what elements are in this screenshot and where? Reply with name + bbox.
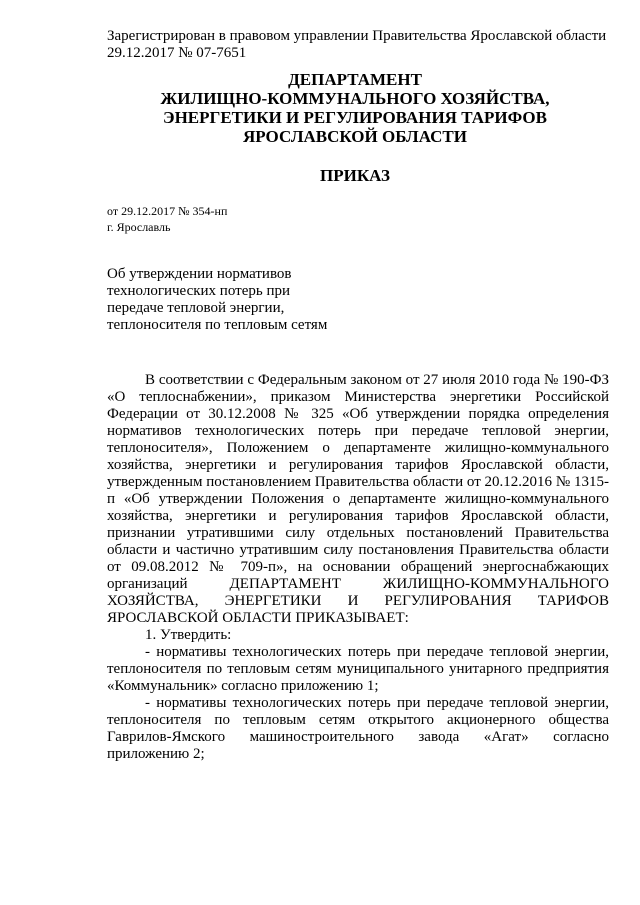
order-meta <box>107 203 227 235</box>
registration-note <box>107 28 606 62</box>
department-line: ЖИЛИЩНО-КОММУНАЛЬНОГО ХОЗЯЙСТВА, <box>160 89 550 108</box>
order-city: г. Ярославль <box>107 220 171 234</box>
registration-number: 29.12.2017 № 07-7651 <box>107 45 247 61</box>
order-item: 1. Утвердить: <box>145 627 232 643</box>
subject-line: передаче тепловой энергии, <box>107 300 285 316</box>
subject-line: технологических потерь при <box>107 283 290 299</box>
department-line: ЯРОСЛАВСКОЙ ОБЛАСТИ <box>243 127 467 146</box>
order-date-number: от 29.12.2017 № 354-нп <box>107 204 228 218</box>
department-line: ЭНЕРГЕТИКИ И РЕГУЛИРОВАНИЯ ТАРИФОВ <box>163 108 547 127</box>
department-heading <box>100 70 610 146</box>
order-body <box>107 372 609 763</box>
subject-line: теплоносителя по тепловым сетям <box>107 317 328 333</box>
preamble-paragraph: В соответствии с Федеральным законом от 27 июля 2010 года № 190-ФЗ «О теплоснабжении», приказом Министерства энергетики Российской Федерации от 30.12.2008 № 325 «Об утверждении порядка определения нормативов технологических потерь при передаче тепловой энергии, теплоносителя», Положением о департаменте жилищно-коммунального хозяйства, энергетики и регулирования тарифов Ярославской области, утвержденным постановлением Правительства области от 20.12.2016 № 1315-п «Об утверждении Положения о департаменте жилищно-коммунального хозяйства, энергетики и регулирования тарифов Ярославской области, признании утратившими силу отдельных постановлений Правительства области и частично утратившим силу постановления Правительства области от 09.08.2012 № 709-п», на основании обращений энергоснабжающих организаций ДЕПАРТАМЕНТ ЖИЛИЩНО-КОММУНАЛЬНОГО ХОЗЯЙСТВА, ЭНЕРГЕТИКИ И РЕГУЛИРОВАНИЯ ТАРИФОВ ЯРОСЛАВСКОЙ ОБЛАСТИ ПРИКАЗЫВАЕТ: <box>107 372 609 626</box>
department-line: ДЕПАРТАМЕНТ <box>288 70 422 89</box>
document-title: ПРИКАЗ <box>320 166 390 185</box>
registration-line: Зарегистрирован в правовом управлении Правительства Ярославской области <box>107 28 607 44</box>
order-subitem: - нормативы технологических потерь при передаче тепловой энергии, теплоносителя по тепловым сетям муниципального унитарного предприятия «Коммунальник» согласно приложению 1; <box>107 644 609 694</box>
order-subitem: - нормативы технологических потерь при передаче тепловой энергии, теплоносителя по тепловым сетям открытого акционерного общества Гаврилов-Ямского машиностроительного завода «Агат» согласно приложению 2; <box>107 695 609 762</box>
order-subject <box>107 266 327 334</box>
subject-line: Об утверждении нормативов <box>107 266 292 282</box>
